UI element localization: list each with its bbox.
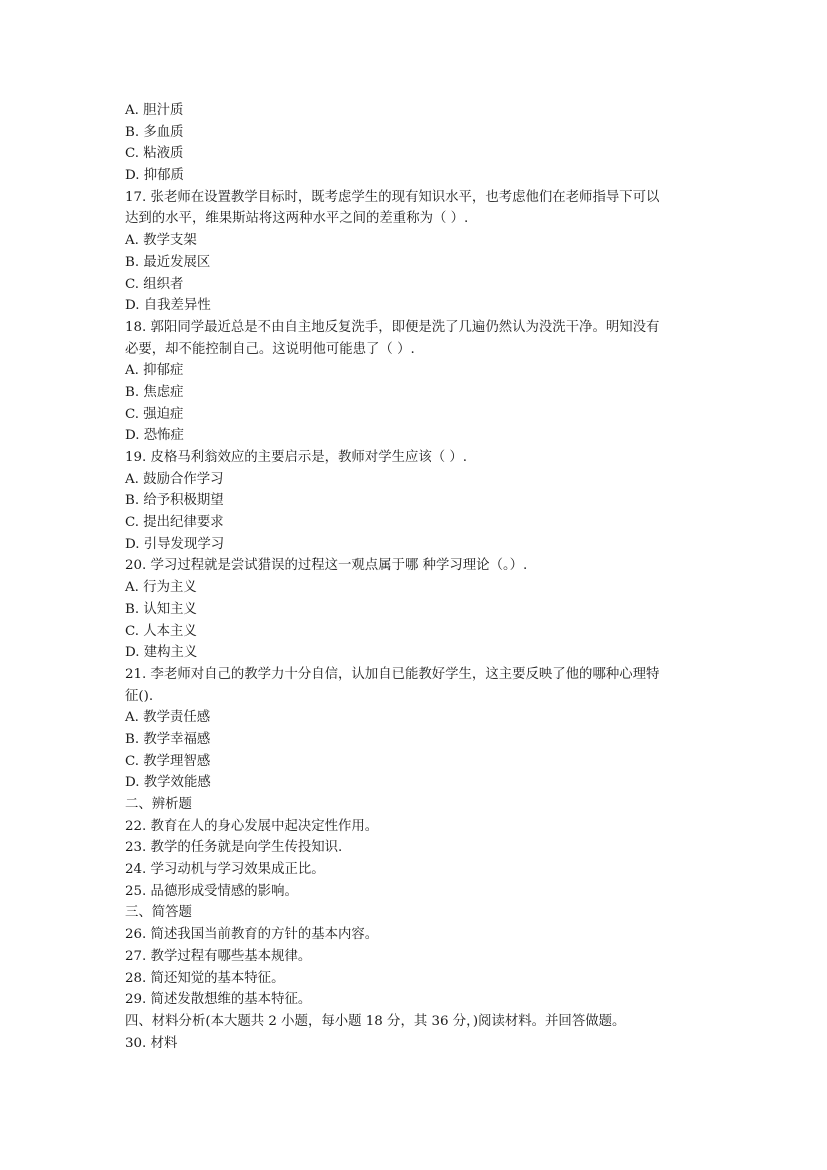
text-line: A. 行为主义 <box>125 580 197 596</box>
text-line: C. 教学理智感 <box>125 753 211 769</box>
text-line: C. 组织者 <box>125 276 184 292</box>
text-line: 23. 教学的任务就是向学生传投知识. <box>125 840 343 856</box>
text-line: C. 粘液质 <box>125 146 184 162</box>
text-line: 四、材料分析(本大题共 2 小题，每小题 18 分，其 36 分，)阅读材料。并回答做题。 <box>125 1013 626 1029</box>
text-line: 17. 张老师在设置教学目标时，既考虑学生的现有知识水平，也考虑他们在老师指导下可以 <box>125 189 660 205</box>
text-line: 25. 品德形成受情感的影响。 <box>125 883 298 899</box>
text-line: 22. 教育在人的身心发展中起决定性作用。 <box>125 818 379 834</box>
text-line: A. 胆汁质 <box>125 103 184 118</box>
text-line: 必要，却不能控制自己。这说明他可能患了（ ）. <box>125 341 415 357</box>
text-line: D. 自我差异性 <box>125 298 211 314</box>
text-line: 26. 简述我国当前教育的方针的基本内容。 <box>125 927 379 943</box>
text-line: 30. 材料 <box>125 1035 178 1051</box>
text-line: 21. 李老师对自己的教学力十分自信，认加自已能教好学生，这主要反映了他的哪种心理特 <box>125 666 660 682</box>
text-line: D. 教学效能感 <box>125 775 211 791</box>
text-line: 二、辨析题 <box>125 797 192 812</box>
text-line: A. 抑郁症 <box>125 363 184 379</box>
text-line: 29. 简述发散想维的基本特征。 <box>125 992 312 1008</box>
document-body <box>125 100 715 1054</box>
text-line: 18. 郭阳同学最近总是不由自主地反复洗手，即便是洗了几遍仍然认为没洗干净。明知没有 <box>125 319 660 335</box>
text-line: D. 建构主义 <box>125 645 198 661</box>
text-line: C. 提出纪律要求 <box>125 515 224 531</box>
text-line: D. 恐怖症 <box>125 428 184 444</box>
text-line: D. 抑郁质 <box>125 168 184 184</box>
text-line: B. 多血质 <box>125 124 184 140</box>
text-line: B. 最近发展区 <box>125 254 211 270</box>
text-line: 28. 简还知觉的基本特征。 <box>125 970 285 986</box>
text-line: 19. 皮格马利翁效应的主要启示是，教师对学生应该（ ）. <box>125 450 468 465</box>
text-line: 三、简答题 <box>125 905 192 921</box>
text-line: A. 教学责任感 <box>125 710 211 726</box>
text-line: B. 给予积极期望 <box>125 493 224 509</box>
text-line: 24. 学习动机与学习效果成正比。 <box>125 862 325 878</box>
text-line: B. 认知主义 <box>125 601 197 617</box>
text-line: B. 焦虑症 <box>125 384 184 400</box>
text-line: C. 强迫症 <box>125 406 184 422</box>
text-line: 达到的水平，维果斯站将这两种水平之间的差重称为（ ）. <box>125 211 469 227</box>
text-line: 征(). <box>125 688 154 704</box>
text-line: A. 鼓励合作学习 <box>125 471 224 487</box>
text-line: C. 人本主义 <box>125 623 197 639</box>
text-line: B. 教学幸福感 <box>125 731 211 747</box>
text-line: 27. 教学过程有哪些基本规律。 <box>125 948 312 964</box>
text-line: 20. 学习过程就是尝试猎误的过程这一观点属于哪 种学习理论（。）. <box>125 558 528 574</box>
text-line: A. 教学支架 <box>125 233 197 249</box>
text-line: D. 引导发现学习 <box>125 536 225 552</box>
